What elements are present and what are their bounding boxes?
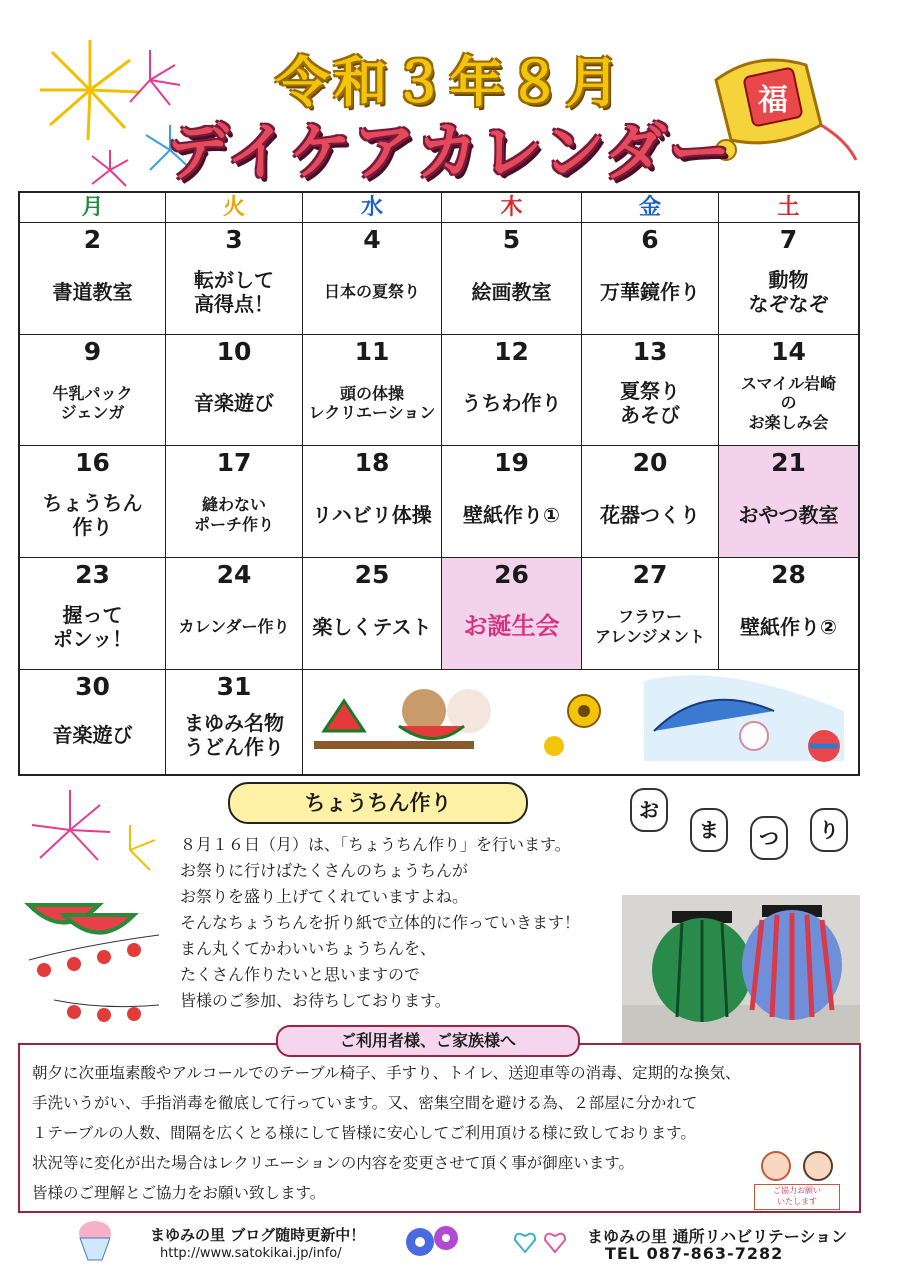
notice-line: 手洗いうがい、手指消毒を徹底して行っています。又、密集空間を避ける為、２部屋に分かれて — [32, 1094, 698, 1112]
calendar-cell: 30 音楽遊び — [20, 670, 166, 774]
summer-illustration — [304, 671, 856, 773]
notice-line: 皆様のご理解とご協力をお願い致します。 — [32, 1184, 326, 1202]
calendar-cell: 6 万華鏡作り — [582, 223, 719, 335]
calendar-cell: 19 壁紙作り① — [442, 446, 582, 558]
calendar-cell-birthday: 26 お誕生会 — [442, 558, 582, 670]
day-header-thu: 木 — [442, 193, 582, 223]
footer-telephone: TEL 087-863-7282 — [605, 1244, 784, 1263]
calendar-cell: 2 書道教室 — [20, 223, 166, 335]
calendar-cell: 14 スマイル岩崎 の お楽しみ会 — [719, 335, 858, 446]
day-header-wed: 水 — [303, 193, 442, 223]
staff-illustration — [746, 1148, 846, 1208]
calendar-cell: 23 握って ポンッ！ — [20, 558, 166, 670]
omatsuri-lanterns — [620, 788, 860, 868]
calendar-cell: 9 牛乳パック ジェンガ — [20, 335, 166, 446]
calendar-cell: 10 音楽遊び — [166, 335, 303, 446]
lantern-photo — [622, 895, 860, 1045]
event-heading: ちょうちん作り — [228, 782, 528, 824]
calendar-cell: 31 まゆみ名物 うどん作り — [166, 670, 303, 774]
cooperation-sign: ご協力お願い いたします — [754, 1184, 840, 1210]
notice-line: 朝夕に次亜塩素酸やアルコールでのテーブル椅子、手すり、トイレ、送迎車等の消毒、定期的な換気、 — [32, 1064, 741, 1082]
calendar-cell: 13 夏祭り あそび — [582, 335, 719, 446]
day-header-mon: 月 — [20, 193, 166, 223]
morning-glory-icon — [402, 1220, 462, 1265]
hearts-icon — [510, 1222, 570, 1262]
lantern-char: り — [810, 808, 848, 852]
title-date: 令和３年８月 — [275, 51, 624, 114]
calendar-cell: 24 カレンダー作り — [166, 558, 303, 670]
day-header-fri: 金 — [582, 193, 719, 223]
calendar-cell: 11 頭の体操 レクリエーション — [303, 335, 442, 446]
notice-heading: ご利用者様、ご家族様へ — [276, 1025, 580, 1057]
event-description: ８月１６日（月）は、「ちょうちん作り」を行います。 お祭りに行けばたくさんのちょうちんが お祭りを盛り上げてくれていますよね。 そんなちょうちんを折り紙で立体的に作っていきます！ まん丸くてかわいいちょうちんを、 たくさん作りたいと思いますので 皆様のご参加、お待ちしております。 — [180, 835, 581, 1010]
lantern-char: つ — [750, 816, 788, 860]
footer-blog: まゆみの里 ブログ随時更新中！ — [150, 1226, 366, 1244]
calendar-cell: 27 フラワー アレンジメント — [582, 558, 719, 670]
day-header-tue: 火 — [166, 193, 303, 223]
calendar-cell: 28 壁紙作り② — [719, 558, 858, 670]
lantern-char: お — [630, 788, 668, 832]
lucky-bag-label: 福 — [758, 83, 788, 118]
lantern-char: ま — [690, 808, 728, 852]
notice-text — [32, 1058, 852, 1208]
shaved-ice-icon — [70, 1218, 120, 1263]
calendar-cell: 12 うちわ作り — [442, 335, 582, 446]
calendar-cell: 20 花器つくり — [582, 446, 719, 558]
title-main: デイケアカレンダー — [166, 115, 733, 188]
calendar-cell: 16 ちょうちん 作り — [20, 446, 166, 558]
calendar-cell: 7 動物 なぞなぞ — [719, 223, 858, 335]
notice-line: 状況等に変化が出た場合はレクリエーションの内容を変更させて頂く事が御座います。 — [32, 1154, 635, 1172]
fireworks-small-illustration — [20, 780, 170, 880]
calendar-cell: 18 リハビリ体操 — [303, 446, 442, 558]
footer-organization: まゆみの里 通所リハビリテーション — [587, 1227, 848, 1246]
notice-line: １テーブルの人数、間隔を広くとる様にして皆様に安心してご利用頂ける様に致しております。 — [32, 1124, 696, 1142]
watermelon-lantern-illustration — [24, 880, 164, 1030]
calendar-cell: 5 絵画教室 — [442, 223, 582, 335]
staff-faces — [746, 1148, 846, 1188]
footer-url[interactable]: http://www.satokikai.jp/info/ — [160, 1246, 342, 1261]
day-header-sat: 土 — [719, 193, 858, 223]
calendar-cell: 3 転がして 高得点！ — [166, 223, 303, 335]
calendar-grid — [18, 191, 860, 776]
calendar-cell: 4 日本の夏祭り — [303, 223, 442, 335]
calendar-cell: 17 縫わない ポーチ作り — [166, 446, 303, 558]
calendar-cell: 25 楽しくテスト — [303, 558, 442, 670]
calendar-cell-highlight: 21 おやつ教室 — [719, 446, 858, 558]
